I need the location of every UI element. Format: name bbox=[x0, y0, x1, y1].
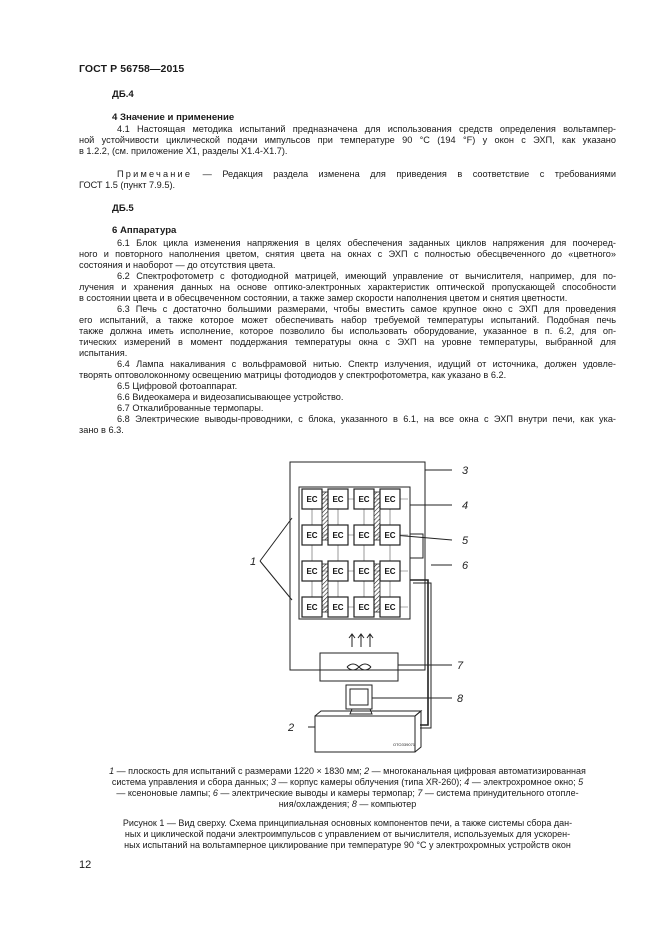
callout-number: 3 bbox=[462, 465, 469, 477]
figure-diagram bbox=[0, 440, 661, 765]
paragraph-6-1 bbox=[79, 238, 616, 271]
text-line: в 1.2.2, (см. приложение Х1, разделы Х1.4-Х1.7). bbox=[79, 145, 288, 156]
ec-window-cell bbox=[328, 561, 348, 581]
text-line: ного и повторного наполнения цветом, снятия цвета на окнах с ЭХП с полностью обесцвеченного до «цветного» bbox=[79, 248, 616, 259]
paragraph-6-7: 6.7 Откалиброванные термопары. bbox=[117, 403, 264, 413]
legend-line bbox=[79, 777, 616, 788]
ec-label: EC bbox=[332, 603, 344, 612]
ec-window-cell bbox=[302, 597, 322, 617]
legend-key: 6 bbox=[212, 788, 218, 798]
legend-key: 8 bbox=[351, 799, 357, 809]
figure-legend bbox=[79, 766, 616, 810]
airflow-arrow bbox=[358, 634, 364, 647]
airflow-arrow bbox=[367, 634, 373, 647]
text-line: творять оптоволоконному освещению матрицы фотодиодов у спектрофотометра, как указано в 6.2. bbox=[79, 369, 507, 380]
text-line bbox=[79, 169, 616, 180]
text-line: ных и циклической подачи электроимпульсов с управлением от вычислителя, используемых для ускорен- bbox=[124, 829, 571, 839]
legend-text: — компьютер bbox=[356, 799, 417, 809]
paragraph-6-3 bbox=[79, 304, 616, 359]
section-label-db4: ДБ.4 bbox=[112, 89, 134, 100]
legend-line bbox=[79, 799, 616, 810]
legend-key: 7 bbox=[417, 788, 423, 798]
ec-window-cell bbox=[302, 525, 322, 545]
ec-window-cell bbox=[354, 597, 374, 617]
ec-label: EC bbox=[306, 531, 318, 540]
text-line: ной устойчивости циклической подачи импульсов при температуре 90 °С (194 °F) у окон с ЭХП, как указано bbox=[79, 134, 616, 145]
ec-window-cell bbox=[328, 597, 348, 617]
legend-text: — электрохромное окно; bbox=[469, 777, 579, 787]
paragraph-6-6: 6.6 Видеокамера и видеозаписывающее устройство. bbox=[117, 392, 344, 402]
ec-window-cell bbox=[354, 561, 374, 581]
ec-label: EC bbox=[384, 603, 396, 612]
text-line: 6.3 Печь с достаточно большими размерами, чтобы вместить самое крупное окно с ЭХП для проведения bbox=[117, 304, 616, 314]
legend-text: — корпус камеры облучения (типа XR-260); bbox=[276, 777, 465, 787]
ec-label: EC bbox=[358, 603, 370, 612]
ec-window-cell bbox=[302, 561, 322, 581]
text-line: 6.2 Спектрофотометр с фотодиодной матрицей, имеющий управление от вычислителя, например, для по- bbox=[117, 271, 616, 281]
ec-window-cell bbox=[328, 525, 348, 545]
ec-window-cell bbox=[354, 525, 374, 545]
airflow-arrow bbox=[349, 634, 355, 647]
text-line: испытания. bbox=[79, 347, 128, 358]
ec-label: EC bbox=[358, 531, 370, 540]
ec-label: EC bbox=[332, 495, 344, 504]
text-line: состояния и наоборот — до отсутствия цвета. bbox=[79, 259, 276, 270]
legend-text: система управления и сбора данных; bbox=[111, 777, 272, 787]
ec-window-cell bbox=[380, 525, 400, 545]
ec-label: EC bbox=[384, 531, 396, 540]
text-line: также должна иметь исполнение, которое позволило бы использовать оборудование, указанное в п. 6.2, для оп- bbox=[79, 325, 616, 336]
daq-system-side bbox=[415, 711, 421, 752]
callout-number: 7 bbox=[457, 660, 464, 672]
ec-label: EC bbox=[332, 531, 344, 540]
ec-label: EC bbox=[306, 603, 318, 612]
legend-line bbox=[79, 766, 616, 777]
legend-text: — система принудительного отопле- bbox=[422, 788, 579, 798]
text-line: 6.1 Блок цикла изменения напряжения в целях обеспечения заданных циклов напряжения для поочеред- bbox=[117, 238, 616, 248]
legend-text: — ксеноновые лампы; bbox=[116, 788, 213, 798]
ec-label: EC bbox=[384, 567, 396, 576]
ec-label: EC bbox=[384, 495, 396, 504]
text-line: лучения и хранения данных на основе оптико-электронных характеристик оптической пропускающей способности bbox=[79, 281, 616, 292]
text-line: 4.1 Настоящая методика испытаний предназначена для использования средств определения вольтампер- bbox=[117, 124, 616, 134]
section-label-db5: ДБ.5 bbox=[112, 203, 134, 214]
document-number: ГОСТ Р 56758—2015 bbox=[79, 63, 185, 75]
xenon-lamp bbox=[322, 564, 328, 612]
note-block bbox=[79, 169, 616, 191]
paragraph-6-5: 6.5 Цифровой фотоаппарат. bbox=[117, 381, 238, 391]
section-title-4: 4 Значение и применение bbox=[112, 112, 235, 123]
page-number: 12 bbox=[79, 859, 92, 871]
text-line: зано в 6.3. bbox=[79, 424, 124, 435]
legend-text: — плоскость для испытаний с размерами 1220 × 1830 мм; bbox=[114, 766, 365, 776]
paragraph-4-1 bbox=[79, 124, 616, 157]
callout-number: 6 bbox=[462, 560, 469, 572]
ec-window-cell bbox=[380, 597, 400, 617]
callout-number: 1 bbox=[250, 556, 257, 568]
legend-key: 4 bbox=[464, 777, 470, 787]
text-line: ных испытаний на вольтамперное циклирование при температуре 90 °С у электрохромных устройств окон bbox=[124, 840, 571, 850]
ec-window-cell bbox=[380, 561, 400, 581]
ec-label: EC bbox=[358, 567, 370, 576]
ec-label: EC bbox=[358, 495, 370, 504]
legend-key: 3 bbox=[271, 777, 277, 787]
note-text: — Редакция раздела изменена для приведения в соответствие с требованиями bbox=[202, 169, 616, 179]
text-line: тических измерений в момент поддержания температуры окна с ЭХП на уровне температуры, выбранной для bbox=[79, 336, 616, 347]
text-line: Рисунок 1 — Вид сверху. Схема принципиальная основных компонентов печи, а также системы сбора дан- bbox=[122, 818, 573, 828]
legend-key: 1 bbox=[109, 766, 115, 776]
ec-window-cell bbox=[380, 489, 400, 509]
ec-label: EC bbox=[306, 495, 318, 504]
text-line: ГОСТ 1.5 (пункт 7.9.5). bbox=[79, 179, 176, 190]
callout-number: 8 bbox=[457, 693, 464, 705]
xenon-lamp bbox=[374, 492, 380, 540]
legend-key: 5 bbox=[578, 777, 584, 787]
callout-number: 2 bbox=[288, 722, 295, 734]
callout-number: 5 bbox=[462, 535, 469, 547]
paragraph-6-4 bbox=[79, 359, 616, 381]
xenon-lamp bbox=[374, 564, 380, 612]
text-line: 6.4 Лампа накаливания с вольфрамовой нитью. Спектр излучения, идущий от источника, должен удовле- bbox=[117, 359, 616, 369]
paragraph-6-2 bbox=[79, 271, 616, 304]
xenon-lamp bbox=[322, 492, 328, 540]
section-title-6: 6 Аппаратура bbox=[112, 225, 177, 236]
computer-screen bbox=[350, 689, 368, 705]
text-line: его испытаний, а также которое может обеспечивать набор требуемой температуры испытаний. Подобная печь bbox=[79, 314, 616, 325]
ec-label: EC bbox=[306, 567, 318, 576]
paragraph-6-8 bbox=[79, 414, 616, 436]
ec-window-cell bbox=[354, 489, 374, 509]
device-code: ОТОЗ39071 bbox=[393, 742, 416, 747]
legend-text: — многоканальная цифровая автоматизированная bbox=[369, 766, 586, 776]
ec-window-cell bbox=[302, 489, 322, 509]
legend-key: 2 bbox=[364, 766, 370, 776]
legend-text: — электрические выводы и камеры термопар; bbox=[217, 788, 418, 798]
callout-1-leader bbox=[260, 518, 292, 600]
ec-window-cell bbox=[328, 489, 348, 509]
callout-number: 4 bbox=[462, 500, 469, 512]
note-word: Примечание bbox=[117, 169, 193, 179]
text-line: 6.8 Электрические выводы-проводники, с блока, указанного в 6.1, на все окна с ЭХП внутри печи, как ука- bbox=[117, 414, 616, 424]
legend-text: ния/охлаждения; bbox=[278, 799, 352, 809]
ec-label: EC bbox=[332, 567, 344, 576]
text-line: в состоянии цвета и в обесцвеченном состоянии, а также замер скорости наполнения цветом и снятия цветности. bbox=[79, 292, 568, 303]
legend-line bbox=[79, 788, 616, 799]
figure-caption bbox=[79, 818, 616, 851]
